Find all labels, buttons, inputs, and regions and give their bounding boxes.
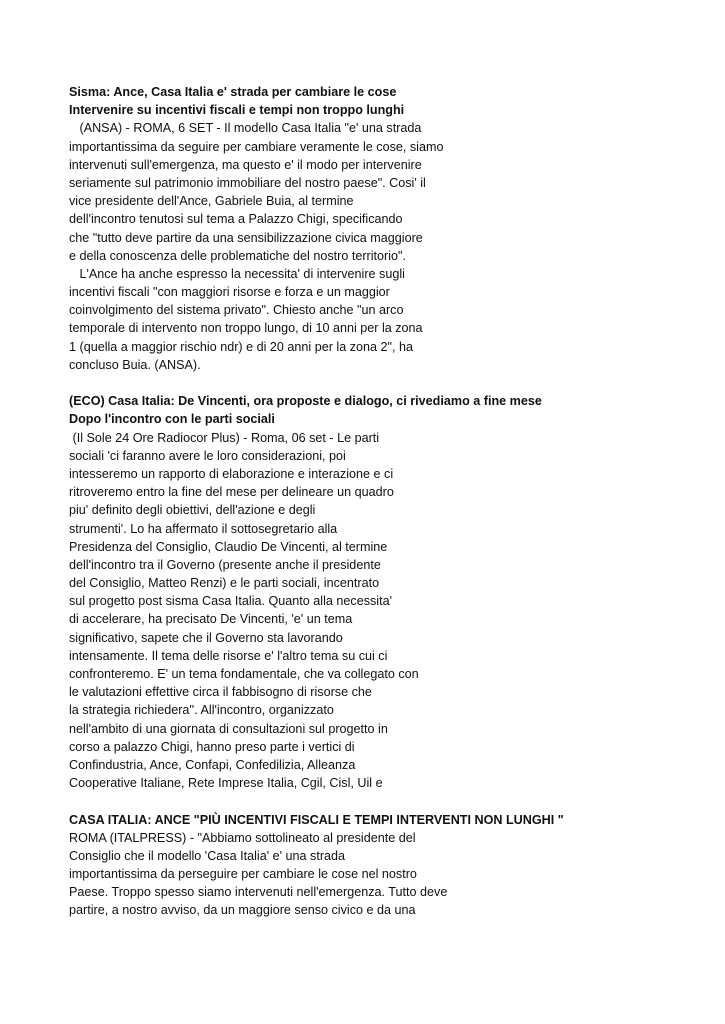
- body-line: Paese. Troppo spesso siamo intervenuti nell'emergenza. Tutto deve: [69, 885, 448, 900]
- body-line: incentivi fiscali "con maggiori risorse e forza e un maggior: [69, 285, 390, 300]
- article-body: [69, 429, 709, 793]
- body-line: nell'ambito di una giornata di consultazioni sul progetto in: [69, 721, 388, 736]
- body-line: piu' definito degli obiettivi, dell'azione e degli: [69, 503, 316, 518]
- article-body: [69, 829, 709, 920]
- body-line: importantissima da perseguire per cambiare le cose nel nostro: [69, 867, 417, 882]
- body-line: sociali 'ci faranno avere le loro considerazioni, poi: [69, 448, 346, 463]
- body-line: importantissima da seguire per cambiare veramente le cose, siamo: [69, 139, 444, 154]
- body-line: strumenti'. Lo ha affermato il sottosegretario alla: [69, 521, 338, 536]
- article-headline-block: [69, 83, 709, 119]
- body-line: (ANSA) - ROMA, 6 SET - Il modello Casa Italia "e' una strada: [69, 121, 422, 136]
- body-line: del Consiglio, Matteo Renzi) e le parti sociali, incentrato: [69, 576, 380, 591]
- body-line: intervenuti sull'emergenza, ma questo e' il modo per intervenire: [69, 157, 422, 172]
- article-subtitle: Intervenire su incentivi fiscali e tempi non troppo lunghi: [69, 103, 405, 118]
- body-line: e della conoscenza delle problematiche del nostro territorio".: [69, 248, 406, 263]
- body-line: L'Ance ha anche espresso la necessita' di intervenire sugli: [69, 266, 405, 281]
- article-separator: [69, 792, 709, 810]
- body-line: dell'incontro tenutosi sul tema a Palazzo Chigi, specificando: [69, 212, 403, 227]
- article-headline-block: [69, 811, 709, 829]
- article-body: [69, 119, 709, 374]
- body-line: le valutazioni effettive circa il fabbisogno di risorse che: [69, 685, 372, 700]
- body-line: sul progetto post sisma Casa Italia. Quanto alla necessita': [69, 594, 393, 609]
- article-italpress: [69, 811, 709, 920]
- article-separator: [69, 374, 709, 392]
- body-line: concluso Buia. (ANSA).: [69, 357, 201, 372]
- article-subtitle: Dopo l'incontro con le parti sociali: [69, 412, 275, 427]
- body-line: Confindustria, Ance, Confapi, Confedilizia, Alleanza: [69, 757, 356, 772]
- body-line: vice presidente dell'Ance, Gabriele Buia, al termine: [69, 194, 354, 209]
- body-line: partire, a nostro avviso, da un maggiore senso civico e da una: [69, 903, 416, 918]
- body-line: che "tutto deve partire da una sensibilizzazione civica maggiore: [69, 230, 423, 245]
- body-line: seriamente sul patrimonio immobiliare del nostro paese". Cosi' il: [69, 175, 426, 190]
- body-line: ROMA (ITALPRESS) - "Abbiamo sottolineato al presidente del: [69, 830, 416, 845]
- body-line: 1 (quella a maggior rischio ndr) e di 20 anni per la zona 2", ha: [69, 339, 414, 354]
- article-title: (ECO) Casa Italia: De Vincenti, ora proposte e dialogo, ci rivediamo a fine mese: [69, 394, 542, 409]
- body-line: corso a palazzo Chigi, hanno preso parte i vertici di: [69, 739, 355, 754]
- body-line: dell'incontro tra il Governo (presente anche il presidente: [69, 557, 381, 572]
- body-line: Presidenza del Consiglio, Claudio De Vincenti, al termine: [69, 539, 388, 554]
- body-line: la strategia richiedera''. All'incontro, organizzato: [69, 703, 334, 718]
- body-line: (Il Sole 24 Ore Radiocor Plus) - Roma, 06 set - Le parti: [69, 430, 380, 445]
- document-page: [69, 83, 709, 920]
- body-line: Consiglio che il modello 'Casa Italia' e' una strada: [69, 848, 346, 863]
- body-line: confronteremo. E' un tema fondamentale, che va collegato con: [69, 667, 419, 681]
- article-title: CASA ITALIA: ANCE "PIÙ INCENTIVI FISCALI E TEMPI INTERVENTI NON LUNGHI ": [69, 812, 564, 827]
- body-line: temporale di intervento non troppo lungo, di 10 anni per la zona: [69, 321, 423, 336]
- article-ansa: [69, 83, 709, 374]
- article-radiocor: [69, 392, 709, 792]
- body-line: intensamente. Il tema delle risorse e' l'altro tema su cui ci: [69, 648, 388, 663]
- article-title: Sisma: Ance, Casa Italia e' strada per cambiare le cose: [69, 85, 397, 99]
- body-line: ritroveremo entro la fine del mese per delineare un quadro: [69, 485, 394, 500]
- body-line: significativo, sapete che il Governo sta lavorando: [69, 630, 343, 645]
- body-line: Cooperative Italiane, Rete Imprese Italia, Cgil, Cisl, Uil e: [69, 776, 383, 791]
- body-line: intesseremo un rapporto di elaborazione e interazione e ci: [69, 466, 394, 481]
- body-line: coinvolgimento del sistema privato". Chiesto anche "un arco: [69, 303, 404, 318]
- body-line: di accelerare, ha precisato De Vincenti, 'e' un tema: [69, 612, 353, 627]
- article-headline-block: [69, 392, 709, 428]
